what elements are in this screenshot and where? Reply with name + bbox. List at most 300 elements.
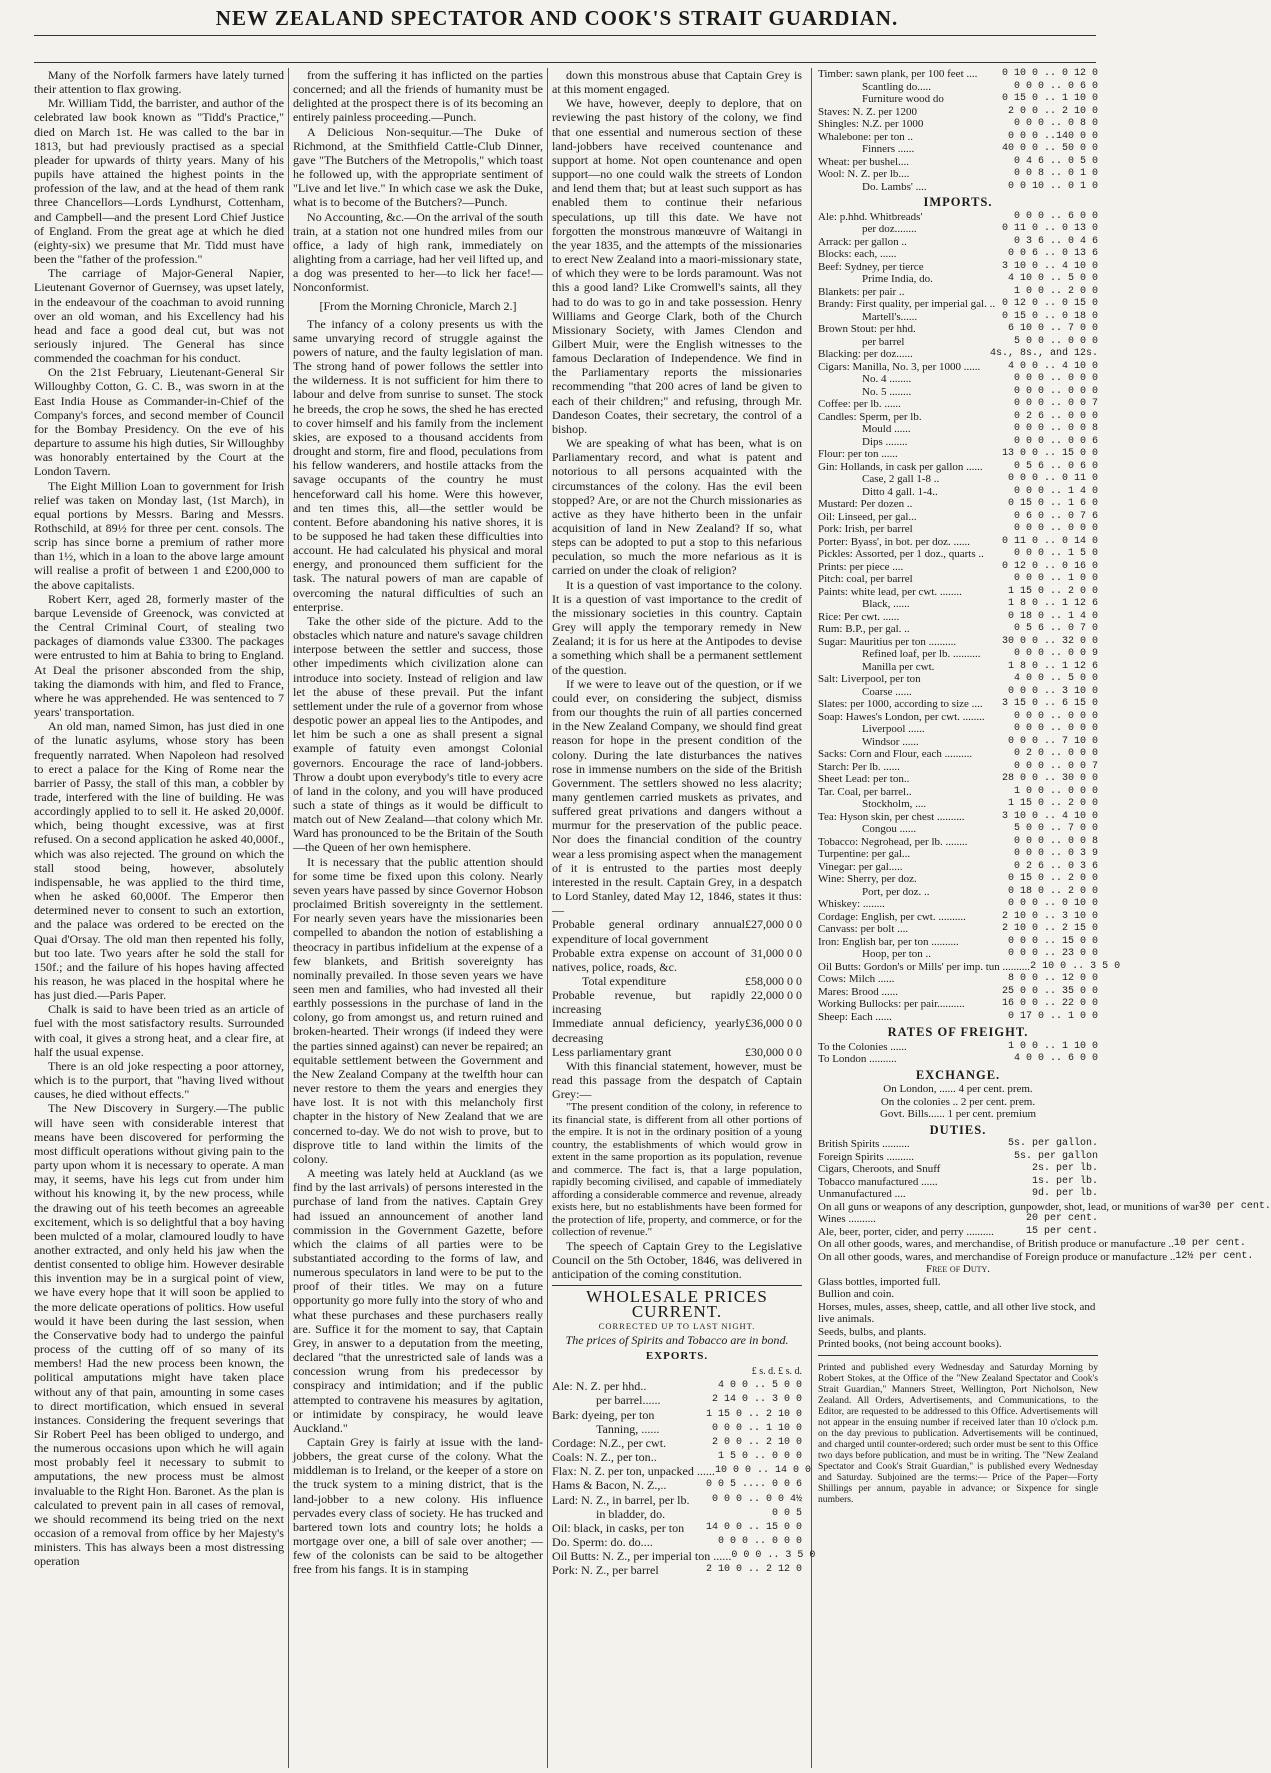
import-row-label: Vinegar: per gal.....: [818, 860, 903, 873]
section-rule: [552, 1285, 802, 1286]
import-row-label: Brandy: First quality, per imperial gal. ..: [818, 298, 996, 310]
free-item: Bullion and coin.: [818, 1288, 895, 1300]
free-item: Glass bottles, imported full.: [818, 1275, 941, 1288]
import-row-value: 0 0 0 .. 1 4 0: [1013, 485, 1098, 497]
import-row-label: Tea: Hyson skin, per chest ..........: [818, 810, 965, 823]
import-row-value: 5 0 0 .. 0 0 0: [1013, 335, 1098, 347]
export-row-value: 40 0 0 .. 50 0 0: [1001, 143, 1098, 154]
import-row: [818, 273, 1098, 286]
export-row: [552, 1549, 816, 1564]
import-row-label: Porter: Byass', in bot. per doz. ......: [818, 535, 970, 548]
import-row-value: 0 0 0 .. 0 0 8: [1013, 835, 1098, 847]
duty-row-value: 20 per cent.: [1025, 1213, 1098, 1224]
freight-heading: RATES OF FREIGHT.: [887, 1025, 1029, 1039]
article-paragraph: A meeting was lately held at Auckland (as we find by the last arrivals) of persons interested in the purchase of land from the natives. Captain Grey had issued an announcement of another land commission in the Government Gazette, before which the claims of all parties were to be substantiated according to the forms of law, and numerous speculators in land were to be put to the proof of their titles. We may on a future opportunity go more fully into the story of who and what these purchases and these purchasers really are. Suffice it for the moment to say, that Captain Grey, in answer to a deputation from the meeting, declared "that the unrestricted sale of lands was a concession wrung from his predecessor by conspiracy and intimidation; and if the public attempted to contravene his measures by agitation, or intimidate by conspiracy, he would leave Auckland.": [293, 1166, 543, 1435]
import-row-label: Iron: English bar, per ton ..........: [818, 935, 959, 948]
freight-row-value: 4 0 0 .. 6 0 0: [1013, 1053, 1098, 1064]
article-paragraph: There is an old joke respecting a poor attorney, which is to the purport, that "having lived without causes, he died without effects.": [34, 1058, 284, 1102]
budget-row: Less parliamentary grant £30,000 0 0: [552, 1044, 802, 1059]
masthead-title: NEW ZEALAND SPECTATOR AND COOK'S STRAIT GUARDIAN.: [215, 6, 899, 30]
import-row-value: 0 0 0 .. 0 0 9: [1013, 648, 1098, 659]
import-row: [818, 386, 1098, 399]
import-row: [818, 786, 1098, 799]
import-row: [818, 723, 1098, 736]
import-row-label: Soap: Hawes's London, per cwt. ........: [818, 710, 985, 723]
export-row-label: Bark: dyeing, per ton: [552, 1407, 655, 1422]
duty-row-label: Unmanufactured ....: [818, 1188, 906, 1200]
import-row-label: Cigars: Manilla, No. 3, per 1000 ......: [818, 360, 981, 373]
duty-row-label: Wines ..........: [818, 1213, 876, 1225]
import-row: [818, 736, 1098, 749]
export-row: [552, 1507, 802, 1521]
import-row-value: 3 10 0 .. 4 10 0: [1001, 260, 1098, 272]
free-of-duty-heading: Free of Duty.: [925, 1263, 991, 1275]
source-note: [From the Morning Chronicle, March 2.]: [319, 298, 517, 313]
import-row-label: Rice: Per cwt. ......: [818, 610, 900, 623]
export-row: [552, 1450, 802, 1464]
export-row-label: Wool: N. Z. per lb....: [818, 168, 910, 180]
import-row-label: Mould ......: [862, 423, 911, 435]
import-row: [818, 761, 1098, 774]
freight-row-label: To London ..........: [818, 1053, 897, 1065]
article-paragraph: An old man, named Simon, has just died in one of the lunatic asylums, whose story has been frequently narrated. When Napoleon had resolved to erect a palace for the King of Rome near the barrier of Passy, the stall of this man, a cobbler by trade, interfered with the line of building. He was accordingly applied to to sell it. He asked 20,000f. which, being thought excessive, was at first refused. On a second application he asked 40,000f., which was also rejected. The ground on which the stall stood being, however, absolutely indispensable, he was applied to the third time, when he asked 60,000f. The Emperor then determined never to consent to such an extortion, and the palace was ordered to be erected on the Quai d'Orsay. The old man then repented his folly, but too late. Two years after he sold the stall for 150f.; and the failure of his hopes having affected his reason, he was placed in the hospital where he has just died.—Paris Paper.: [34, 719, 284, 1003]
import-row-label: Coffee: per lb. ......: [818, 398, 901, 410]
article-paragraph: The carriage of Major-General Napier, Lieutenant Governor of Guernsey, was upset lately, in the endeavour of the coachman to avoid running over an old woman, and his Excellency had his head and face a good deal cut, but was not seriously injured. The General has since commended the coachman for his conduct.: [34, 266, 284, 366]
import-row-value: 0 17 0 .. 1 0 0: [1007, 1010, 1098, 1022]
import-row-value: 0 12 0 .. 0 16 0: [1001, 560, 1098, 572]
import-row: [818, 286, 1098, 299]
export-row: [818, 156, 1098, 169]
export-row-value: 0 0 5: [771, 1507, 802, 1519]
import-row-value: 0 0 0 .. 3 10 0: [1007, 685, 1098, 697]
import-row-value: 0 0 0 .. 0 10 0: [1007, 898, 1098, 909]
import-row-value: 1 15 0 .. 2 0 0: [1007, 585, 1098, 597]
duty-row-value: 12½ per cent.: [1175, 1250, 1254, 1262]
import-row-value: 0 5 6 .. 0 6 0: [1013, 460, 1098, 472]
import-row: [818, 748, 1098, 761]
import-row-label: Coarse ......: [862, 685, 912, 698]
imprint: Printed and published every Wednesday and Saturday Morning by Robert Stokes, at the Office of the "New Zealand Spectator and Cook's Strait Guardian," Manners Street, Wellington, Port Nicholson, New Zealand. All Orders, Advertisements, and Communications, to the Editor, are requested to be addressed to this Office. Advertisements will not appear in the ensuing number if received later than 10 o'clock p.m. on the day previous to publication. Advertisements will be continued, and charged until counter-ordered; such order must be sent to this Office two days before publication, and must be in writing. The "New Zealand Spectator and Cook's Strait Guardian," is published every Wednesday and Saturday. Subjoined are the terms:— Price of the Paper—Forty Shillings per annum, payable in advance; or Sixpence for single numbers.: [818, 1361, 1098, 1505]
import-row: [818, 236, 1098, 249]
export-row-label: Flax: N. Z. per ton, unpacked ......: [552, 1464, 715, 1479]
exports-heading: EXPORTS.: [645, 1350, 709, 1362]
export-row-label: Shingles: N.Z. per 1000: [818, 118, 924, 130]
export-row-label: Wheat: per bushel....: [818, 155, 910, 168]
import-row-value: 0 0 0 .. 1 5 0: [1013, 548, 1098, 559]
column-divider-1: [288, 68, 289, 1768]
import-row: [818, 361, 1098, 374]
import-row: [818, 898, 1098, 911]
export-row-value: 1 5 0 .. 0 0 0: [717, 1451, 802, 1463]
export-row-label: Finners ......: [862, 143, 915, 155]
article-paragraph: The New Discovery in Surgery.—The public will have seen with considerable interest that means have been discovered for performing the most difficult operations without giving pain to the party upon whom it is necessary to operate. A man may, it seems, have his legs cut from under him without his knowing it, by the new process, while the drawing out of his teeth becomes an agreeable excitement, which is so delightful that a boy having been mulcted of a molar, clamoured loudly to have another extracted, and only held his jaw when the dentist consented to oblige him. However desirable this invention may be in a surgical point of view, we have every hope that it will soon be applied to the more delicate operations of politics. How useful would it have been during the last session, when the Conservative body had to undergo the painful process of the cutting off of so many of its members! Had the new process been known, the political amputations might have taken place without any of that pain, amounting in some cases to direct mortification, which ensued in several instances. Considering the frequent severings that Sir Robert Peel has been obliged to undergo, and the numerous occasions upon which he will again most probably feel it necessary to submit to amputations, the new process must be almost invaluable to the Right Hon. Baronet. As the plan is calculated to prevent pain in all cases of removal, we should recommend its being tried on the next occasion of a removal from office by her Majesty's ministers. This has always been a most distressing operation: [34, 1101, 284, 1569]
import-row-value: 4 0 0 .. 4 10 0: [1007, 360, 1098, 372]
duty-row: [818, 1176, 1098, 1189]
exchange-line: On London, ...... 4 per cent. prem.: [883, 1083, 1033, 1095]
import-row: [818, 798, 1098, 811]
article-paragraph: It is a question of vast importance to the colony. It is a question of vast importance to the credit of the missionary societies in this country. Captain Grey will apply the temporary remedy in New Zealand; it is for us here at the Antipodes to devise a something which shall be a permanent settlement of the question.: [552, 577, 802, 677]
import-row: [818, 661, 1098, 674]
import-row: [818, 823, 1098, 836]
export-row: [552, 1521, 802, 1535]
import-row-value: 4 0 0 .. 5 0 0: [1013, 673, 1098, 684]
import-row-value: 0 0 0 .. 0 0 6: [1013, 435, 1098, 447]
export-row-value: 14 0 0 .. 15 0 0: [705, 1521, 802, 1533]
import-row-label: Mares: Brood ......: [818, 985, 899, 998]
import-row-label: Port, per doz. ..: [862, 885, 930, 898]
import-row: [818, 673, 1098, 686]
import-row: [818, 836, 1098, 849]
import-row-label: Pitch: coal, per barrel: [818, 573, 913, 585]
import-row: [818, 448, 1098, 461]
export-row-label: Cordage: N.Z., per cwt.: [552, 1435, 667, 1450]
import-row-value: 0 0 0 .. 0 0 0: [1013, 385, 1098, 397]
export-row-value: 0 0 0 .. 0 0 0: [717, 1536, 802, 1548]
import-row: [818, 561, 1098, 574]
export-row: [552, 1436, 802, 1450]
import-row-label: Black, ......: [862, 598, 910, 610]
import-row: [818, 686, 1098, 699]
export-row-label: Whalebone: per ton ..: [818, 130, 913, 143]
budget-row: Immediate annual deficiency, yearly decreasing £36,000 0 0: [552, 1016, 802, 1045]
article-paragraph: Many of the Norfolk farmers have lately turned their attention to flax growing.: [34, 68, 284, 97]
import-row-value: 13 0 0 .. 15 0 0: [1001, 448, 1098, 459]
import-row-value: 25 0 0 .. 35 0 0: [1001, 985, 1098, 997]
import-row-label: Case, 2 gall 1-8 ..: [862, 473, 940, 485]
article-paragraph: Take the other side of the picture. Add to the obstacles which nature and nature's savage children interpose between the settler and success, those other impediments which civilization alone can introduce into society. Instead of religion and law let the abuse of these prevail. Put the infant settlement under the rule of a governor from whose despotic power an appeal lies to the Antipodes, and let him be such a one as shall present a signal example of fatuity even amongst Colonial governors. Encourage the race of land-jobbers. Throw a doubt upon everybody's title to every acre of land in the colony, and you will have produced such a state of things as it would be difficult to match out of New Zealand—that colony which Mr. Ward has pronounced to be the Britain of the South—the Queen of her own hemisphere.: [293, 613, 543, 855]
article-paragraph: A Delicious Non-sequitur.—The Duke of Richmond, at the Smithfield Cattle-Club Dinner, gave "The Butchers of the Metropolis," which toast he followed up, with the appropriate sentiment of "Live and let live." In which case we ask the Duke, what is to become of the Butchers?—Punch.: [293, 124, 543, 210]
import-row-value: 2 10 0 .. 3 5 0: [1030, 960, 1121, 972]
prices-note: The prices of Spirits and Tobacco are in bond.: [565, 1332, 789, 1347]
export-row-value: 2 0 0 .. 2 10 0: [1007, 105, 1098, 117]
freight-row-label: To the Colonies ......: [818, 1040, 907, 1053]
import-row: [818, 573, 1098, 586]
export-row-label: Timber: sawn plank, per 100 feet ....: [818, 68, 978, 80]
import-row-label: Wine: Sherry, per doz.: [818, 873, 917, 885]
import-row: [818, 486, 1098, 499]
import-row-value: 0 3 6 .. 0 4 6: [1013, 235, 1098, 247]
import-row: [818, 861, 1098, 874]
duty-row: [818, 1238, 1246, 1251]
import-row-value: 3 15 0 .. 6 15 0: [1001, 698, 1098, 709]
export-row-label: Oil: black, in casks, per ton: [552, 1520, 685, 1535]
export-row-value: 2 10 0 .. 2 12 0: [705, 1564, 802, 1576]
import-row: [818, 648, 1098, 661]
import-row-label: Beef: Sydney, per tierce: [818, 260, 924, 273]
import-row-value: 0 2 6 .. 0 3 6: [1013, 860, 1098, 872]
import-row-label: Manilla per cwt.: [862, 660, 935, 673]
duty-row-value: 30 per cent.: [1198, 1200, 1271, 1212]
import-row-label: Mustard: Per dozen ..: [818, 498, 913, 510]
freight-list: [818, 1041, 1098, 1066]
article-paragraph: On the 21st February, Lieutenant-General Sir Willoughby Cotton, G. C. B., was sworn in at the East India House as Commander-in-Chief of the Company's forces, and second member of Council for the Bombay Presidency. On the eve of his departure to assume his high duties, Sir Willoughby was honorably entertained by the Court at the London Tavern.: [34, 365, 284, 479]
export-row-value: 0 4 6 .. 0 5 0: [1013, 155, 1098, 167]
import-row-label: Whiskey: ........: [818, 898, 885, 910]
export-row-label: Oil Butts: N. Z., per imperial ton ......: [552, 1549, 732, 1564]
export-row-label: Staves: N. Z. per 1200: [818, 105, 917, 118]
duty-row-value: 5s. per gallon: [1013, 1150, 1098, 1162]
import-row-label: Tobacco: Negrohead, per lb. ........: [818, 835, 968, 848]
export-row-value: 0 10 0 .. 0 12 0: [1001, 68, 1098, 79]
export-row-label: in bladder, do.: [596, 1506, 666, 1521]
import-row-value: 28 0 0 .. 30 0 0: [1001, 773, 1098, 784]
import-row: [818, 636, 1098, 649]
import-row-label: Rum: B.P., per gal. ..: [818, 623, 910, 635]
import-row-value: 0 12 0 .. 0 15 0: [1001, 298, 1098, 309]
duty-row-label: Ale, beer, porter, cider, and perry ..........: [818, 1225, 994, 1238]
export-row-label: Pork: N. Z., per barrel: [552, 1563, 659, 1578]
masthead-rule-top: [34, 35, 1096, 36]
import-row: [818, 498, 1098, 511]
imports-heading: IMPORTS.: [923, 195, 993, 209]
import-row-value: 1 15 0 .. 2 0 0: [1007, 798, 1098, 809]
import-row-value: 0 15 0 .. 0 18 0: [1001, 310, 1098, 322]
import-row: [818, 873, 1098, 886]
despatch-quote: "The present condition of the colony, in reference to its financial state, is different from all other portions of the empire. It is not in the ordinary position of a young country, the establishments of which would grow in extent in the same proportion as its population, revenue and commerce. The fact is, that a large population, rapidly becoming civilised, and capable of immediately affording a considerable commerce and revenue, already exists here, but no establishments have been formed for the protection of life, property, and commerce, or for the collection of revenue.": [552, 1101, 802, 1239]
import-row: [818, 973, 1098, 986]
import-row-label: Pickles: Assorted, per 1 doz., quarts ..: [818, 548, 984, 560]
export-row-value: 0 0 0 .. 3 5 0: [731, 1550, 816, 1562]
import-row-label: Hoop, per ton ..: [862, 948, 932, 960]
import-row-label: No. 5 ........: [862, 385, 912, 398]
article-paragraph: The Eight Million Loan to government for Irish relief was taken on Monday last, (1st March), in equal portions by Messrs. Baring and Messrs. Rothschild, at 89½ for three per cent. consols. The scrip has since borne a premium of rather more than 1½, which in a loan to the above large amount will realise a profit of between 1 and £200,000 to the above capitalists.: [34, 478, 284, 592]
import-row-value: 0 0 0 .. 1 0 0: [1013, 573, 1098, 584]
import-row-value: 0 0 6 .. 0 13 6: [1007, 248, 1098, 259]
free-item: Seeds, bulbs, and plants.: [818, 1325, 927, 1338]
import-row: [818, 473, 1098, 486]
duty-row: [818, 1138, 1098, 1151]
export-row: [818, 143, 1098, 156]
import-row-value: 0 15 0 .. 2 0 0: [1007, 873, 1098, 884]
column-4: [818, 68, 1271, 1505]
exchange-heading: EXCHANGE.: [915, 1067, 1001, 1082]
export-row-label: Coals: N. Z., per ton..: [552, 1450, 657, 1465]
import-row: [818, 423, 1098, 436]
export-row: [552, 1379, 802, 1393]
exchange-line: Govt. Bills...... 1 per cent. premium: [879, 1108, 1037, 1120]
import-row-value: 0 2 0 .. 0 0 0: [1013, 748, 1098, 759]
column-divider-2: [547, 68, 548, 1768]
import-row-value: 0 11 0 .. 0 13 0: [1001, 223, 1098, 234]
import-row: [818, 511, 1098, 524]
import-row-value: 0 0 0 .. 0 11 0: [1007, 473, 1098, 484]
import-row-label: Brown Stout: per hhd.: [818, 323, 916, 335]
export-row-label: Lard: N. Z., in barrel, per lb.: [552, 1492, 690, 1507]
import-row: [818, 311, 1098, 324]
import-row-label: Gin: Hollands, in cask per gallon ......: [818, 460, 983, 473]
import-row: [818, 211, 1098, 224]
export-row-label: Hams & Bacon, N. Z.,..: [552, 1478, 667, 1493]
import-row-value: 0 0 0 .. 0 0 7: [1013, 398, 1098, 409]
duty-row-label: Cigars, Cheroots, and Snuff: [818, 1163, 941, 1175]
freight-row: [818, 1041, 1098, 1054]
import-row: [818, 298, 1098, 311]
import-row-label: per barrel: [862, 335, 905, 348]
import-row-label: Turpentine: per gal...: [818, 848, 911, 860]
import-row-label: Oil Butts: Gordon's or Mills' per imp. tun ..........: [818, 960, 1031, 973]
import-row: [818, 323, 1098, 336]
import-row-label: Salt: Liverpool, per ton: [818, 673, 921, 685]
export-row-value: 0 0 10 .. 0 1 0: [1007, 180, 1098, 192]
export-row-value: 0 0 5 .... 0 0 6: [705, 1479, 802, 1491]
import-row-value: 0 0 0 .. 7 10 0: [1007, 735, 1098, 747]
export-row: [818, 118, 1098, 131]
import-row-label: Sugar: Mauritius per ton ..........: [818, 635, 957, 648]
article-paragraph: The speech of Captain Grey to the Legislative Council on the 5th October, 1846, was delivered in anticipation of the coming constitution.: [552, 1238, 802, 1282]
freight-row-value: 1 0 0 .. 1 10 0: [1007, 1040, 1098, 1052]
import-row-label: Cows: Milch ......: [818, 973, 895, 985]
import-row-label: Ditto 4 gall. 1-4..: [862, 485, 938, 498]
import-row-label: Canvass: per bolt ....: [818, 923, 909, 935]
export-row: [818, 81, 1098, 94]
import-row-value: 0 0 0 .. 0 0 0: [1013, 723, 1098, 734]
import-row-value: 4 10 0 .. 5 0 0: [1007, 273, 1098, 284]
article-paragraph: Robert Kerr, aged 28, formerly master of the barque Levenside of Greenock, was convicted at the Central Criminal Court, of stealing two packages of diamonds value £3300. The packages were entrusted to him at Bahia to bring to England. At Deal the prisoner absconded from the ship, taking the diamonds with him, and fled to France, where he was apprehended. He was sentenced to 7 years' transportation.: [34, 591, 284, 720]
export-row: [818, 93, 1098, 106]
duty-row: [818, 1200, 1271, 1214]
import-row-value: 8 0 0 .. 12 0 0: [1007, 973, 1098, 984]
import-row-value: 1 0 0 .. 0 0 0: [1013, 785, 1098, 797]
import-row-value: 1 8 0 .. 1 12 6: [1007, 598, 1098, 609]
export-row: [818, 68, 1098, 81]
import-row: [818, 461, 1098, 474]
import-row-value: 0 0 0 .. 0 0 0: [1013, 523, 1098, 534]
import-row: [818, 348, 1098, 361]
duty-row-label: Tobacco manufactured ......: [818, 1175, 938, 1188]
import-row-label: Oil: Linseed, per gal...: [818, 510, 917, 523]
export-row: [552, 1422, 802, 1436]
import-row-value: 0 18 0 .. 2 0 0: [1007, 885, 1098, 897]
import-row-label: Stockholm, ....: [862, 798, 927, 810]
import-row: [818, 586, 1098, 599]
export-row: [818, 131, 1098, 144]
import-row: [818, 960, 1121, 974]
import-row-value: 0 11 0 .. 0 14 0: [1001, 535, 1098, 547]
import-row: [818, 536, 1098, 549]
freight-row: [818, 1053, 1098, 1066]
budget-table: [552, 917, 802, 1059]
export-row-label: Do. Sperm: do. do....: [552, 1535, 653, 1550]
export-row-value: 10 0 0 .. 14 0 0: [714, 1465, 811, 1477]
duty-row-value: 15 per cent.: [1025, 1225, 1098, 1237]
export-row: [552, 1478, 802, 1492]
export-row-value: 0 0 0 ..140 0 0: [1007, 130, 1098, 142]
import-row-label: Refined loaf, per lb. ..........: [862, 648, 981, 660]
import-row-value: 0 0 0 .. 23 0 0: [1007, 948, 1098, 959]
duty-row: [818, 1226, 1098, 1239]
import-row: [818, 336, 1098, 349]
import-row-value: 16 0 0 .. 22 0 0: [1001, 998, 1098, 1009]
duty-row: [818, 1213, 1098, 1226]
budget-row: Probable extra expense on account of natives, police, roads, &c. 31,000 0 0: [552, 945, 802, 974]
export-row: [552, 1563, 802, 1577]
import-row-label: Pork: Irish, per barrel: [818, 523, 913, 535]
article-paragraph: Captain Grey is fairly at issue with the land-jobbers, the great curse of the colony. What the middleman is to Ireland, or the keeper of a store on the truck system to a mining district, that is the land-jobber to a new colony. His influence pervades every class of society. He has trucked and bartered town lots and country lots; he holds a mortgage over one, a bill of sale over another; —few of the colonists can be said to be altogether free from his fangs. It is in stamping: [293, 1435, 543, 1577]
export-row: [552, 1535, 802, 1549]
import-row-value: 0 0 0 .. 0 0 7: [1013, 760, 1098, 772]
import-row-value: 0 0 0 .. 0 0 0: [1013, 710, 1098, 722]
import-row-value: 0 0 0 .. 15 0 0: [1007, 935, 1098, 947]
import-row-value: 0 0 0 .. 0 3 9: [1013, 848, 1098, 859]
exchange-line: On the colonies .. 2 per cent. prem.: [880, 1095, 1036, 1108]
export-row-value: 0 15 0 .. 1 10 0: [1001, 93, 1098, 104]
column-divider-3: [811, 68, 812, 1768]
export-row: [552, 1393, 802, 1407]
duty-row-label: Foreign Spirits ..........: [818, 1150, 914, 1163]
export-row-label: Do. Lambs' ....: [862, 180, 927, 193]
import-row: [818, 986, 1098, 999]
export-row-value: 2 0 0 .. 2 10 0: [711, 1436, 802, 1448]
export-row: [552, 1464, 811, 1479]
article-paragraph: We have, however, deeply to deplore, that on reviewing the past history of the colony, we find that one essential and numerous section of these land-jobbers have received countenance and support at home. Not open countenance and open support—no one could walk the streets of London and lend them that; but at least such support as has enabled them to continue their nefarious speculations, up till this date. We have not forgotten the monstrous manœuvre of Waitangi in the year 1835, and the attempts of the missionaries to erect New Zealand into a maori-missionary state, of which they were to be lords paramount. Was not this a good land? Like Cromwell's saints, all they had to do was to go in and take possession. Henry Williams and George Clark, both of the Church Missionary Society, with James Clendon and Gilbert Muir, were the English witnesses to the famous Declaration of Independence. We find in the Parliamentary reports the missionaries recommending "that 200 acres of land be given to each of their children;" and refusing, through Mr. Dandeson Coates, their secretary, the control of a bishop.: [552, 96, 802, 436]
import-row: [818, 623, 1098, 636]
import-row-value: 0 15 0 .. 1 6 0: [1007, 498, 1098, 509]
export-row-value: 0 0 0 .. 0 8 0: [1013, 118, 1098, 129]
import-row: [818, 548, 1098, 561]
budget-row: Total expenditure £58,000 0 0: [582, 974, 802, 988]
free-item: Horses, mules, asses, sheep, cattle, and all other live stock, and live animals.: [818, 1300, 1096, 1325]
import-row-label: Sacks: Corn and Flour, each ..........: [818, 748, 973, 760]
article-paragraph: We are speaking of what has been, what is on Parliamentary record, and what is patent and notorious to all persons acquainted with the circumstances of the colony. Has the evil been stopped? Are, or are not the Church missionaries as active as they have hitherto been in the unfair acquisition of land in New Zealand? If so, what steps can be adopted to put a stop to this nefarious peculation, so much the more nefarious as it is carried on under the cloak of religion?: [552, 436, 802, 578]
import-row-label: No. 4 ........: [862, 373, 912, 385]
import-row: [818, 598, 1098, 611]
import-row: [818, 611, 1098, 624]
export-row: [818, 168, 1098, 181]
prices-subtitle: CORRECTED UP TO LAST NIGHT.: [598, 1320, 756, 1331]
duty-row: [818, 1188, 1098, 1201]
article-paragraph: If we were to leave out of the question, or if we could ever, on considering the subject, dismiss from our thoughts the ruin of all parties concerned in the New Zealand Company, we should find great reason for hope in the present condition of the colony. During the late disturbances the natives rose in immense numbers on the side of the British Government. The settlers showed no less alacrity; many gentlemen carried muskets as privates, and suffered great privations and dangers without a murmur for the preservation of the public peace. Nor does the financial condition of the country wear a less promising aspect when the management of it is entrusted to the parties most deeply interested in the result. Captain Grey, in a despatch to Lord Stanley, dated May 12, 1846, states it thus:—: [552, 676, 802, 918]
currency-header: £ s. d. £ s. d.: [751, 1366, 802, 1378]
import-row-value: 0 5 6 .. 0 7 0: [1013, 623, 1098, 634]
import-row-value: 0 18 0 .. 1 4 0: [1007, 610, 1098, 622]
article-paragraph: No Accounting, &c.—On the arrival of the south train, at a station not one hundred miles from our office, a lady of high rank, immediately on alighting from a carriage, had her veil lifted up, and a dog was presented to her—to lick her face!—Nonconformist.: [293, 209, 543, 295]
imports-list: [818, 210, 1121, 1024]
import-row: [818, 773, 1098, 786]
import-row: [818, 411, 1098, 424]
import-row-value: 1 0 0 .. 2 0 0: [1013, 285, 1098, 297]
article-paragraph: from the suffering it has inflicted on the parties concerned; and all the friends of humanity must be delighted at the prospect there is of its becoming an entirely painless proceeding.—Punch.: [293, 68, 543, 125]
import-row: [818, 998, 1098, 1011]
export-row-value: 2 14 0 .. 3 0 0: [711, 1394, 802, 1406]
export-row-label: Ale: N. Z. per hhd..: [552, 1379, 647, 1394]
import-row-value: 0 0 0 .. 6 0 0: [1013, 210, 1098, 222]
duties-heading: DUTIES.: [929, 1122, 987, 1137]
import-row-label: Windsor ......: [862, 735, 919, 748]
article-paragraph: The infancy of a colony presents us with the same unvarying record of struggle against the powers of nature, and the faulty legislation of man. The strong hand of power follows the settler into the wilderness. It is not sufficient for him there to labour and delve from sunrise to sunset. The stock he breeds, the crop he sows, the shed he has erected to cover himself and his family from the inclement skies, are exposed to a thousand accidents from drought and storm, fire and flood, peculations from his fellow wanderers, and hostile attacks from the savage occupants of the country he must henceforward call his home. Were this however, and ten times this, all—the settler would be content. Before abandoning his native shores, it is to be supposed he had taken these difficulties into account. He had calculated his physical and moral energy, and pronounced them sufficient for the task. The natural powers of man are capable of overcoming the natural difficulties of such an enterprise.: [293, 316, 543, 614]
import-row: [818, 261, 1098, 274]
import-row-label: Candles: Sperm, per lb.: [818, 410, 922, 423]
column-3: [552, 68, 816, 1768]
import-row-value: 30 0 0 .. 32 0 0: [1001, 635, 1098, 647]
export-row-label: Furniture wood do: [862, 93, 944, 105]
import-row-label: Flour: per ton ......: [818, 448, 898, 460]
import-row: [818, 698, 1098, 711]
duty-row-label: British Spirits ..........: [818, 1138, 910, 1150]
import-row-label: Ale: p.hhd. Whitbreads': [818, 210, 923, 223]
masthead-rule-bottom: [34, 62, 1096, 63]
import-row-label: Blocks: each, ......: [818, 248, 897, 260]
duties-list: [818, 1138, 1271, 1263]
import-row: [818, 948, 1098, 961]
import-row-label: Congou ......: [862, 823, 917, 835]
budget-row: Probable revenue, but rapidly increasing 22,000 0 0: [552, 988, 802, 1017]
import-row: [818, 811, 1098, 824]
duty-row: [818, 1250, 1254, 1264]
import-row: [818, 398, 1098, 411]
import-row-label: Starch: Per lb. ......: [818, 760, 900, 773]
article-paragraph: With this financial statement, however, must be read this passage from the despatch of Captain Grey:—: [552, 1058, 802, 1102]
export-row: [552, 1408, 802, 1422]
